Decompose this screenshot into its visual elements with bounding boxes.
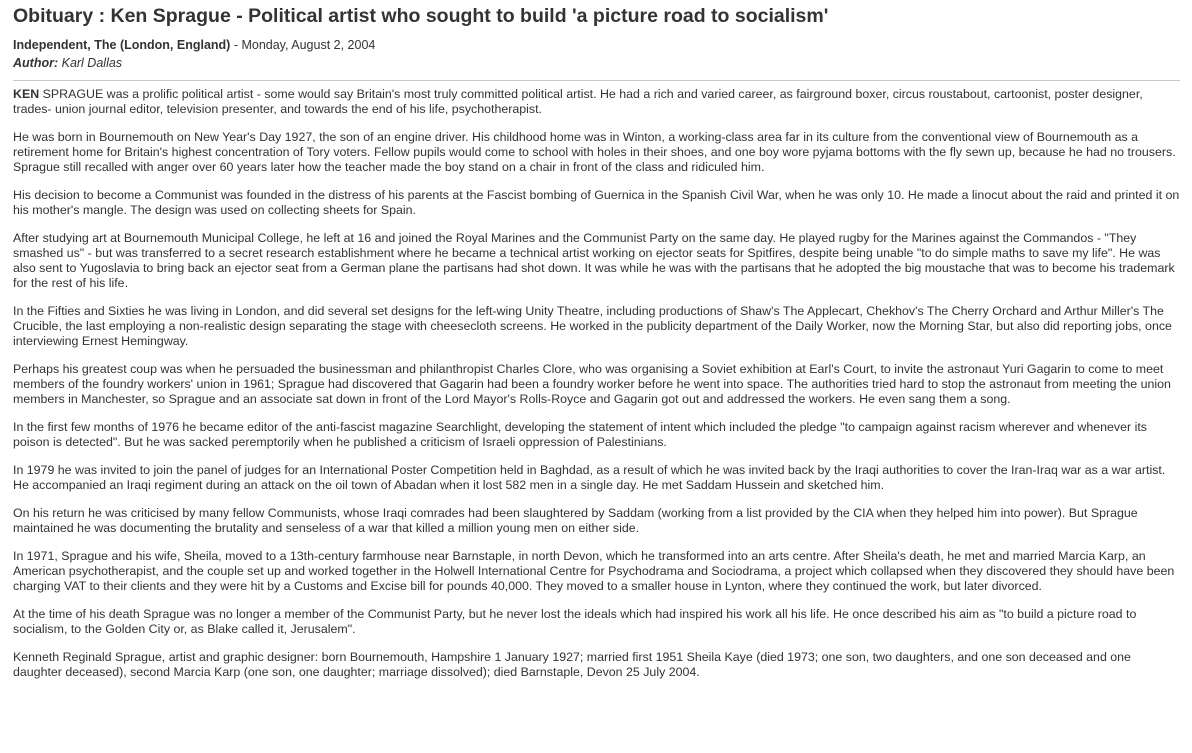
- paragraph: In 1971, Sprague and his wife, Sheila, moved to a 13th-century farmhouse near Barnstaple, in north Devon, which he transformed into an arts centre. After Sheila's death, he met and married Marcia Karp, an American psychotherapist, and the couple set up and worked together in the Holwell International Centre for Psychodrama and Sociodrama, a project which collapsed when they discovered they should have been charging VAT to their clients and they were hit by a Customs and Excise bill for pounds 40,000. They moved to a smaller house in Lynton, where they continued the work, but later divorced.: [13, 549, 1175, 593]
- author-name: Karl Dallas: [61, 56, 123, 70]
- paragraph: On his return he was criticised by many fellow Communists, whose Iraqi comrades had been slaughtered by Saddam (working from a list provided by the CIA when they helped him into power). But Sprague maintained he was documenting the brutality and senseless of a war that killed a million young men on either side.: [13, 506, 1138, 535]
- paragraph: Kenneth Reginald Sprague, artist and graphic designer: born Bournemouth, Hampshire 1 January 1927; married first 1951 Sheila Kaye (died 1973; one son, two daughters, and one son deceased and one daughter deceased), second Marcia Karp (one son, one daughter; marriage dissolved); died Barnstaple, Devon 25 July 2004.: [13, 650, 1131, 679]
- paragraph: In the first few months of 1976 he became editor of the anti-fascist magazine Searchlight, developing the statement of intent which included the pledge "to campaign against racism wherever and whenever its poison is detected". But he was sacked peremptorily when he published a criticism of Israeli oppression of Palestinians.: [13, 420, 1147, 449]
- paragraph: Perhaps his greatest coup was when he persuaded the businessman and philanthropist Charles Clore, who was organising a Soviet exhibition at Earl's Court, to invite the astronaut Yuri Gagarin to come to meet members of the foundry workers' union in 1961; Sprague had discovered that Gagarin had been a foundry worker before he went into space. The authorities tried hard to stop the astronaut from meeting the union members in Manchester, so Sprague and an associate sat down in front of the Lord Mayor's Rolls-Royce and Gagarin got out and addressed the workers. He even sang them a song.: [13, 362, 1171, 406]
- paragraph: In 1979 he was invited to join the panel of judges for an International Poster Competition held in Baghdad, as a result of which he was invited back by the Iraqi authorities to cover the Iran-Iraq war as a war artist. He accompanied an Iraqi regiment during an attack on the oil town of Abadan when it lost 582 men in a single day. He met Saddam Hussein and sketched him.: [13, 463, 1166, 492]
- publication-date: Monday, August 2, 2004: [241, 38, 376, 52]
- divider: [13, 80, 1180, 81]
- article-meta: [13, 36, 1180, 54]
- lead-word: KEN: [13, 87, 40, 101]
- paragraph: At the time of his death Sprague was no longer a member of the Communist Party, but he never lost the ideals which had inspired his work all his life. He once described his aim as "to build a picture road to socialism, to the Golden City or, as Blake called it, Jerusalem".: [13, 607, 1137, 636]
- paragraph: In the Fifties and Sixties he was living in London, and did several set designs for the left-wing Unity Theatre, including productions of Shaw's The Applecart, Chekhov's The Cherry Orchard and Arthur Miller's The Crucible, the last employing a non-realistic design separating the stage with cheesecloth screens. He worked in the publicity department of the Daily Worker, now the Morning Star, but also did reporting jobs, once interviewing Ernest Hemingway.: [13, 304, 1172, 348]
- author-label: Author:: [13, 56, 59, 70]
- paragraph: KEN SPRAGUE was a prolific political artist - some would say Britain's most truly committed political artist. He had a rich and varied career, as fairground boxer, circus roustabout, cartoonist, poster designer, trades- union journal editor, television presenter, and towards the end of his life, psychotherapist.: [13, 87, 1143, 116]
- paragraph: His decision to become a Communist was founded in the distress of his parents at the Fascist bombing of Guernica in the Spanish Civil War, when he was only 10. He made a linocut about the raid and printed it on his mother's mangle. The design was used on collecting sheets for Spain.: [13, 188, 1180, 217]
- article-title: Obituary : Ken Sprague - Political artist who sought to build 'a picture road to socialism': [13, 5, 829, 27]
- date-separator: -: [230, 38, 242, 52]
- article-body: [13, 87, 1180, 680]
- paragraph: He was born in Bournemouth on New Year's Day 1927, the son of an engine driver. His childhood home was in Winton, a working-class area far in its culture from the conventional view of Bournemouth as a retirement home for Britain's highest concentration of Tory voters. Fellow pupils would come to school with holes in their shoes, and one boy wore pyjama bottoms with the fly sewn up, because he had no trousers. Sprague still recalled with anger over 60 years later how the teacher made the boy stand on a chair in front of the class and ridiculed him.: [13, 130, 1176, 174]
- paragraph: After studying art at Bournemouth Municipal College, he left at 16 and joined the Royal Marines and the Communist Party on the same day. He played rugby for the Marines against the Commandos - "They smashed us" - but was transferred to a secret research establishment where he became a technical artist working on ejector seats for Spitfires, despite being unable "to do simple maths to save my life". He was also sent to Yugoslavia to bring back an ejector seat from a German plane the partisans had shot down. It was while he was with the partisans that he adopted the big moustache that was to become his trademark for the rest of his life.: [13, 231, 1175, 290]
- source-name: Independent, The (London, England): [13, 38, 231, 52]
- author-line: [13, 54, 1180, 72]
